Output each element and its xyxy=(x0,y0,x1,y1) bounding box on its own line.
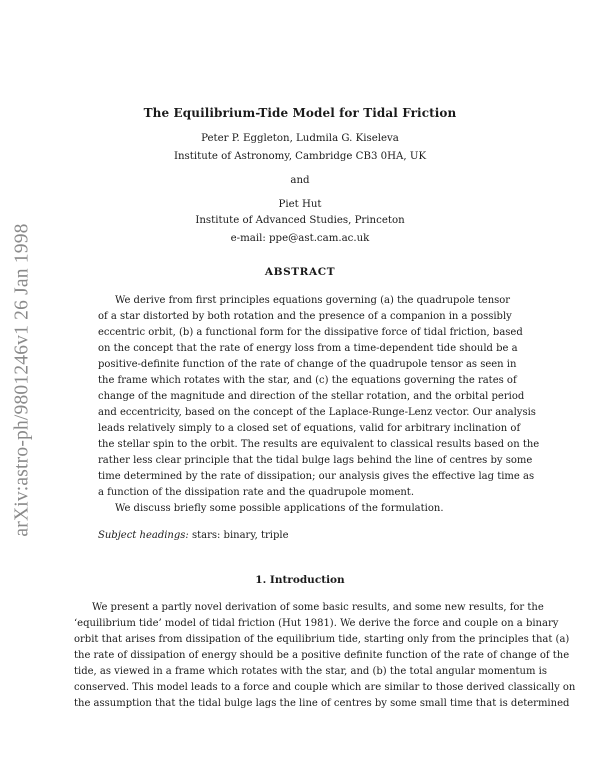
abstract-line: change of the magnitude and direction of the stellar rotation, and the orbital period xyxy=(98,391,525,402)
abstract-line: the stellar spin to the orbit. The results are equivalent to classical results based on the xyxy=(98,439,540,450)
abstract-line: rather less clear principle that the tidal bulge lags behind the line of centres by some xyxy=(98,455,533,466)
abstract-line: the frame which rotates with the star, and (c) the equations governing the rates of xyxy=(98,375,517,386)
body-line: orbit that arises from dissipation of the equilibrium tide, starting only from the principles that (a) xyxy=(74,634,570,645)
abstract-paragraph-2: We discuss briefly some possible applications of the formulation. xyxy=(115,503,444,514)
body-line: We present a partly novel derivation of some basic results, and some new results, for the xyxy=(92,602,544,613)
affiliation-1: Institute of Astronomy, Cambridge CB3 0HA, UK xyxy=(173,151,427,162)
abstract-line: eccentric orbit, (b) a functional form for the dissipative force of tidal friction, based xyxy=(98,327,523,338)
body-line: tide, as viewed in a frame which rotates with the star, and (b) the total angular momentum is xyxy=(74,666,547,677)
abstract-line: time determined by the rate of dissipation; our analysis gives the effective lag time as xyxy=(98,471,535,482)
affiliation-2: Institute of Advanced Studies, Princeton xyxy=(195,215,405,226)
abstract-heading: ABSTRACT xyxy=(264,266,336,278)
body-line: conserved. This model leads to a force and couple which are similar to those derived classically on xyxy=(74,682,576,693)
second-author: Piet Hut xyxy=(278,199,322,210)
body-line: ‘equilibrium tide’ model of tidal friction (Hut 1981). We derive the force and couple on a binary xyxy=(74,618,559,629)
abstract-line: We derive from first principles equations governing (a) the quadrupole tensor xyxy=(115,295,511,306)
contact-email: e-mail: ppe@ast.cam.ac.uk xyxy=(230,233,370,244)
and-separator: and xyxy=(290,175,310,186)
arxiv-identifier xyxy=(8,200,38,560)
body-line: the rate of dissipation of energy should be a positive definite function of the rate of change of the xyxy=(74,650,570,661)
author-names: Peter P. Eggleton, Ludmila G. Kiseleva xyxy=(201,133,399,144)
abstract-line: on the concept that the rate of energy loss from a time-dependent tide should be a xyxy=(98,343,518,354)
body-line: the assumption that the tidal bulge lags the line of centres by some small time that is determined xyxy=(74,698,570,709)
abstract-line: leads relatively simply to a closed set of equations, valid for arbitrary inclination of xyxy=(98,423,521,434)
abstract-line: of a star distorted by both rotation and the presence of a companion in a possibly xyxy=(98,311,512,322)
abstract-line: a function of the dissipation rate and the quadrupole moment. xyxy=(98,487,414,498)
paper-title: The Equilibrium-Tide Model for Tidal Friction xyxy=(143,106,457,120)
subject-headings xyxy=(98,530,289,541)
abstract-line: positive-definite function of the rate of change of the quadrupole tensor as seen in xyxy=(98,359,517,370)
subject-headings-label: Subject headings: xyxy=(98,530,189,541)
section-heading-introduction: 1. Introduction xyxy=(255,574,345,586)
arxiv-identifier-text: arXiv:astro-ph/9801246v1 26 Jan 1998 xyxy=(12,223,34,537)
abstract-line: and eccentricity, based on the concept of the Laplace-Runge-Lenz vector. Our analysis xyxy=(98,407,536,418)
subject-headings-value: stars: binary, triple xyxy=(191,530,289,541)
